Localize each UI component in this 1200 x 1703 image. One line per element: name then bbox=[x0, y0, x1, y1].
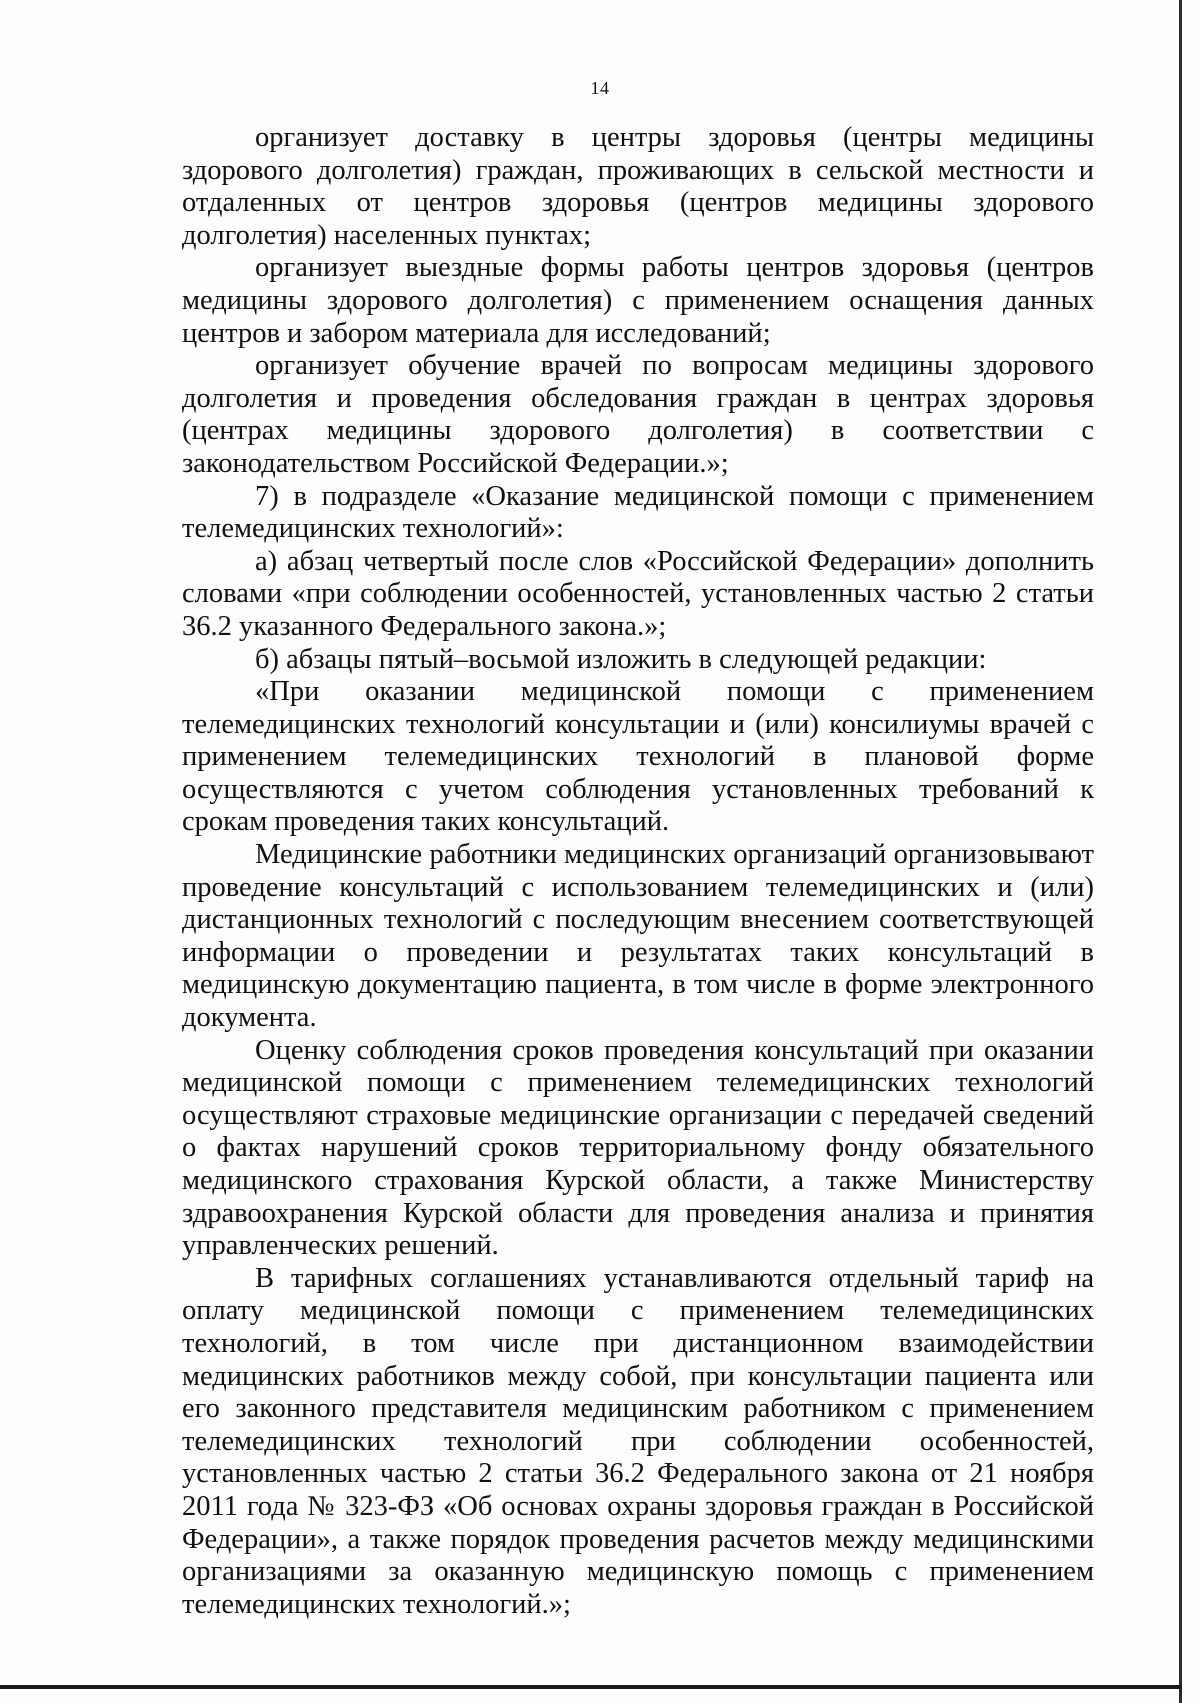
document-text-body bbox=[182, 122, 1094, 1621]
paragraph: Оценку соблюдения сроков проведения консультаций при оказании медицинской помощи с применением телемедицинских технологий осуществляют страховые медицинские организации с передачей сведений о фактах нарушений сроков территориальному фонду обязательного медицинского страхования Курской области, а также Министерству здравоохранения Курской области для проведения анализа и принятия управленческих решений. bbox=[182, 1034, 1094, 1262]
paragraph: Медицинские работники медицинских организаций организовывают проведение консультаций с использованием телемедицинских и (или) дистанционных технологий с последующим внесением соответствующей информации о проведении и результатах таких консультаций в медицинскую документацию пациента, в том числе в форме электронного документа. bbox=[182, 839, 1094, 1034]
paragraph: организует доставку в центры здоровья (центры медицины здорового долголетия) граждан, проживающих в сельской местности и отдаленных от центров здоровья (центров медицины здорового долголетия) населенных пунктах; bbox=[182, 122, 1094, 251]
paragraph: а) абзац четвертый после слов «Российской Федерации» дополнить словами «при соблюдении особенностей, установленных частью 2 статьи 36.2 указанного Федерального закона.»; bbox=[182, 545, 1094, 642]
paragraph: организует обучение врачей по вопросам медицины здорового долголетия и проведения обследования граждан в центрах здоровья (центрах медицины здорового долголетия) в соответствии с законодательством Российской Федерации.»; bbox=[182, 350, 1094, 479]
scan-right-edge bbox=[1179, 0, 1182, 1703]
paragraph: «При оказании медицинской помощи с применением телемедицинских технологий консультации и (или) консилиумы врачей с применением телемедицинских технологий в плановой форме осуществляются с учетом соблюдения установленных требований к срокам проведения таких консультаций. bbox=[182, 676, 1094, 838]
page-number: 14 bbox=[590, 78, 610, 98]
scan-bottom-edge bbox=[0, 1685, 1182, 1689]
paragraph: организует выездные формы работы центров здоровья (центров медицины здорового долголетия) с применением оснащения данных центров и забором материала для исследований; bbox=[182, 252, 1094, 349]
paragraph: 7) в подразделе «Оказание медицинской помощи с применением телемедицинских технологий»: bbox=[182, 480, 1094, 545]
paragraph: В тарифных соглашениях устанавливаются отдельный тариф на оплату медицинской помощи с применением телемедицинских технологий, в том числе при дистанционном взаимодействии медицинских работников между собой, при консультации пациента или его законного представителя медицинским работником с применением телемедицинских технологий при соблюдении особенностей, установленных частью 2 статьи 36.2 Федерального закона от 21 ноября 2011 года № 323-ФЗ «Об основах охраны здоровья граждан в Российской Федерации», а также порядок проведения расчетов между медицинскими организациями за оказанную медицинскую помощь с применением телемедицинских технологий.»; bbox=[182, 1262, 1094, 1620]
paragraph: б) абзацы пятый–восьмой изложить в следующей редакции: bbox=[255, 643, 987, 675]
